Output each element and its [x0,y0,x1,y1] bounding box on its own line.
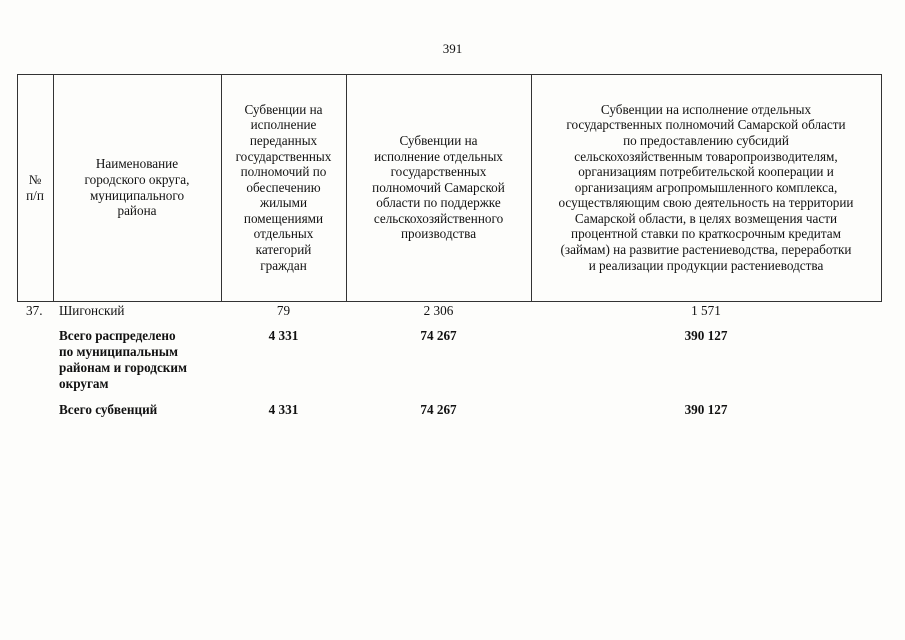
table-row-col1: 79 [276,303,291,318]
header-num: № п/п [26,171,44,203]
table-row-col3: 1 571 [691,303,721,318]
total-subventions-col1: 4 331 [268,402,299,417]
header-col3: Субвенции на исполнение отдельных государственных полномочий Самарской области по предоставлению субсидий сельскохозяйственным товаропроизводителям, организациям потребительской кооперации и организациям агропромышленного комплекса, осуществляющим свою деятельность на территории Самарской области, в целях возмещения части процентной ставки по краткосрочным кредитам (займам) на развитие растениеводства, переработки и реализации продукции растениеводства [558,101,854,273]
total-distributed-col1: 4 331 [268,328,299,343]
total-subventions-label: Всего субвенций [59,402,158,417]
total-subventions-col3: 390 127 [684,402,728,417]
total-distributed-col3: 390 127 [684,328,728,343]
table-row-col2: 2 306 [423,303,454,318]
header-name: Наименование городского округа, муниципального района [84,156,190,219]
page-number: 391 [442,41,463,56]
header-col2: Субвенции на исполнение отдельных государственных полномочий Самарской области по поддержке сельскохозяйственного производства [372,132,505,242]
border-right [881,74,882,301]
total-distributed-col2: 74 267 [420,328,457,343]
total-subventions-col2: 74 267 [420,402,457,417]
total-distributed-label: Всего распределено по муниципальным районам и городским округам [59,328,187,391]
table-row-num: 37. [26,303,43,318]
header-bottom-border [17,301,882,302]
table-row-name: Шигонский [59,303,125,318]
header-col1: Субвенции на исполнение переданных государственных полномочий по обеспечению жилыми помещениями отдельных категорий граждан [235,101,332,273]
